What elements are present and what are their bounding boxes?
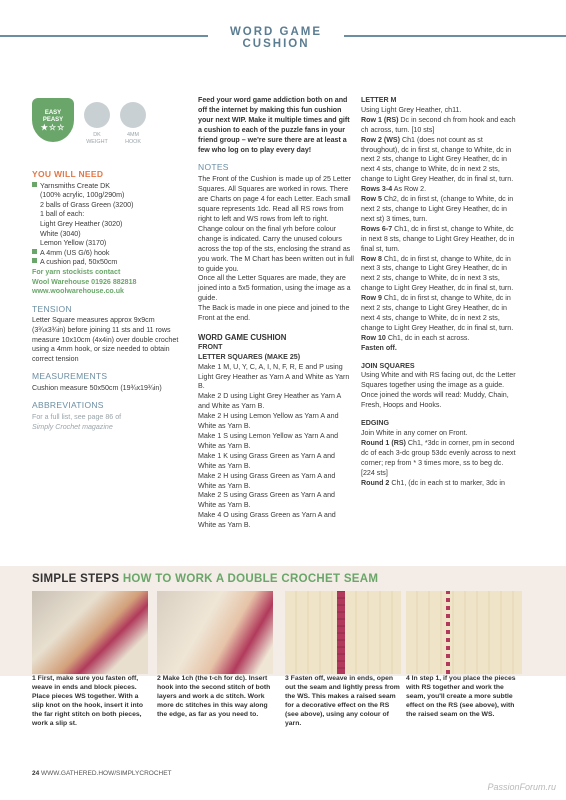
- join-squares-heading: JOIN SQUARES: [361, 361, 415, 370]
- step-2-photo: [157, 591, 273, 674]
- page-number: 24: [32, 770, 40, 777]
- step-3-caption: 3 Fasten off, weave in ends, open out the seam and lightly press from the WS. This makes a raised seam for a decorative effect on the RS (see above), using any colour of yarn.: [285, 675, 400, 727]
- header-rule-left: [0, 35, 208, 37]
- step-3-photo: [285, 591, 401, 674]
- yarn-weight-value: DK: [93, 132, 101, 138]
- list-item: Light Grey Heather (3020): [40, 219, 123, 228]
- steps-title-part-2: HOW TO WORK A DOUBLE CROCHET SEAM: [122, 573, 379, 585]
- you-will-need-heading: YOU WILL NEED: [32, 169, 104, 179]
- easy-peasy-badge: [32, 98, 74, 142]
- difficulty-stars: ★☆☆: [40, 123, 66, 132]
- abbreviations-heading: ABBREVIATIONS: [32, 400, 104, 411]
- footer-url[interactable]: WWW.GATHERED.HOW/SIMPLYCROCHET: [39, 770, 172, 777]
- page-header: [0, 24, 566, 48]
- pattern-line: Make 2 D using Light Grey Heather as Yarn A and White as Yarn B.: [198, 392, 341, 411]
- yarn-weight-sub: WEIGHT: [86, 138, 108, 145]
- skill-badges: [32, 98, 182, 156]
- pattern-line: Make 1 K using Grass Green as Yarn A and White as Yarn B.: [198, 451, 335, 470]
- pattern-heading: WORD GAME CUSHION: [198, 332, 287, 342]
- materials-list: [32, 182, 184, 268]
- watermark: PassionForum.ru: [487, 782, 556, 792]
- row-instruction: Row 9 Ch1, dc in first st, change to White, dc in next 2 sts, change to Light Grey Heather, dc in next 4 sts, change to White, dc in next 2 sts, change to Light Grey Heather, dc in final st, turn.: [361, 294, 514, 332]
- front-subheading: FRONT: [198, 342, 223, 351]
- fasten-off-text: Fasten off.: [361, 343, 397, 352]
- hook-size-sub: HOOK: [125, 138, 141, 145]
- edging-intro: Join White in any corner on Front.: [361, 429, 468, 437]
- abbreviations-text-2: Simply Crochet magazine: [32, 422, 113, 431]
- yarn-weight-label: [82, 132, 112, 145]
- letter-squares-subheading: LETTER SQUARES (MAKE 25): [198, 352, 301, 361]
- row-instruction: Row 10 Ch1, dc in each st across.: [361, 333, 470, 342]
- hook-size-value: 4MM: [127, 132, 139, 138]
- raised-seam-stripe: [337, 591, 345, 674]
- step-4-caption: 4 In step 1, if you place the pieces with RS together and work the seam, you'll create a more subtle effect on the RS (see above), with the raised seam on the WS.: [406, 675, 516, 718]
- notes-paragraph-2: Once all the Letter Squares are made, they are joined into a 5x5 formation, using the image as a guide.: [198, 274, 351, 303]
- bullet-square-icon: [32, 182, 37, 187]
- pattern-line: Make 2 H using Lemon Yellow as Yarn A and White as Yarn B.: [198, 412, 339, 431]
- bullet-square-icon: [32, 249, 37, 254]
- page-footer: [32, 770, 172, 777]
- join-squares-text: Using White and with RS facing out, dc the Letter Squares together using the image as a guide. Once joined the words will read: Muddy, Chain, Fresh, Hoops and Hooks.: [361, 371, 516, 410]
- measurements-heading: MEASUREMENTS: [32, 371, 108, 382]
- round-instruction: Round 1 (RS) Ch1, *3dc in corner, pm in second dc of each 3-dc group 53dc evenly across to next corner; rep from * 3 times more, ss to beg dc. [224 sts]: [361, 438, 516, 477]
- letter-m-column: [361, 96, 519, 488]
- abbreviations-text-1: For a full list, see page 86 of: [32, 413, 122, 422]
- peasy-label: PEASY: [42, 117, 64, 123]
- notes-heading: NOTES: [198, 162, 229, 173]
- simple-steps-panel: [0, 566, 566, 766]
- pattern-line: Make 1 S using Lemon Yellow as Yarn A and White as Yarn B.: [198, 432, 339, 450]
- notes-paragraph-3: The Back is made in one piece and joined to the Front at the end.: [198, 304, 350, 323]
- materials-column: [32, 170, 184, 432]
- hook-icon: [120, 102, 146, 128]
- row-instruction: Row 5 Ch2, dc in first st, (change to White, dc in next 2 sts, change to Light Grey Heather, dc in next st) 3 times, turn.: [361, 195, 514, 223]
- row-instruction: Row 8 Ch1, dc in first st, change to White, dc in next 3 sts, change to Light Grey Heather, dc in next 2 sts, change to White, dc in next 3 sts, change to Light Grey Heather, dc in final st, turn.: [361, 254, 514, 293]
- edging-heading: EDGING: [361, 419, 389, 428]
- yarn-ball-icon: [84, 102, 110, 128]
- list-item: 1 ball of each:: [40, 210, 85, 219]
- pattern-line: Make 1 M, U, Y, C, A, I, N, F, R, E and P using Light Grey Heather as Yarn A and White as Yarn B.: [198, 362, 350, 391]
- pattern-line: Make 4 O using Grass Green as Yarn A and White as Yarn B.: [198, 511, 336, 530]
- subtle-seam-stripe: [446, 591, 450, 674]
- round-instruction: Round 2 Ch1, (dc in each st to marker, 3dc in: [361, 478, 505, 487]
- step-4-photo: [406, 591, 522, 674]
- list-item: A 4mm (US G/6) hook: [32, 249, 184, 259]
- row-instruction: Rows 3-4 As Row 2.: [361, 185, 427, 194]
- letter-m-heading: LETTER M: [361, 96, 397, 104]
- page-title: WORD GAME CUSHION: [229, 26, 323, 50]
- stockists-line-1: For yarn stockists contact: [32, 267, 121, 276]
- easy-label: EASY: [44, 110, 62, 116]
- tension-text: Letter Square measures approx 9x9cm (3¾x3¾in) before joining 11 sts and 11 rows measure 10x10cm (4x4in) over double crochet using a 4mm hook, or size needed to obtain correct tension: [32, 316, 179, 363]
- list-item: Yarnsmiths Create DK: [32, 182, 184, 192]
- measurements-text: Cushion measure 50x50cm (19¾x19¾in): [32, 383, 162, 392]
- stockists-url[interactable]: www.woolwarehouse.co.uk: [32, 287, 124, 296]
- bullet-square-icon: [32, 258, 37, 263]
- steps-heading: [32, 573, 378, 585]
- list-item: Lemon Yellow (3170): [40, 239, 107, 248]
- notes-paragraph-1: The Front of the Cushion is made up of 25 Letter Squares. All Squares are worked in rows. There are Charts on page 4 for each Letter. Each small square represents 1dc. Read all RS rows from right to left and WS rows from left to right. Change colour on the final yrh before colour change is indicated. Carry the unused colours across the top of the sts, enclosing the strand as you work. The M Chart has been written out in full to guide you.: [198, 175, 355, 273]
- step-1-photo: [32, 591, 148, 674]
- tension-heading: TENSION: [32, 303, 72, 314]
- step-2-caption: 2 Make 1ch (the t-ch for dc). Insert hook into the second stitch of both layers and work a dc stitch. Work more dc stitches in this way along the edge, as far as you need to.: [157, 675, 271, 718]
- row-instruction: Rows 6-7 Ch1, dc in first st, change to White, dc in next 8 sts, change to Light Grey Heather, dc in final st, turn.: [361, 224, 515, 253]
- row-instruction: Row 2 (WS) Ch1 (does not count as st throughout), dc in first st, change to White, dc in next 2 sts, change to Light Grey Heather, dc in next 4 sts, change to White, dc in next 2 sts, change to Light Grey Heather, dc in final st, turn.: [361, 135, 514, 184]
- pattern-line: Make 2 S using Grass Green as Yarn A and White as Yarn B.: [198, 491, 335, 510]
- hook-size-label: [118, 132, 148, 145]
- list-item: 2 balls of Grass Green (3200): [40, 200, 134, 209]
- list-item: A cushion pad, 50x50cm: [32, 258, 184, 268]
- step-1-caption: 1 First, make sure you fasten off, weave in ends and block pieces. Place pieces WS together. With a slip knot on the hook, insert it into the far right stitch on both pieces, work a slip st.: [32, 675, 144, 727]
- intro-text: Feed your word game addiction both on and off the internet by making this fun cushion your next WIP. Make it multiple times and gift a cushion to each of the puzzle fans in your friend group – we're sure there are at least a few who log on to play every day!: [198, 96, 350, 154]
- stockists-line-2: Wool Warehouse 01926 882818: [32, 277, 137, 286]
- row-instruction: Row 1 (RS) Dc in second ch from hook and each ch across, turn. [10 sts]: [361, 115, 516, 134]
- header-rule-right: [344, 35, 566, 37]
- steps-title-part-1: SIMPLE STEPS: [32, 573, 120, 585]
- pattern-column: [198, 96, 354, 531]
- letter-m-intro: Using Light Grey Heather, ch11.: [361, 105, 462, 114]
- pattern-line: Make 2 H using Grass Green as Yarn A and White as Yarn B.: [198, 471, 336, 490]
- list-item: (100% acrylic, 100g/290m): [40, 191, 125, 200]
- list-item: White (3040): [40, 229, 81, 238]
